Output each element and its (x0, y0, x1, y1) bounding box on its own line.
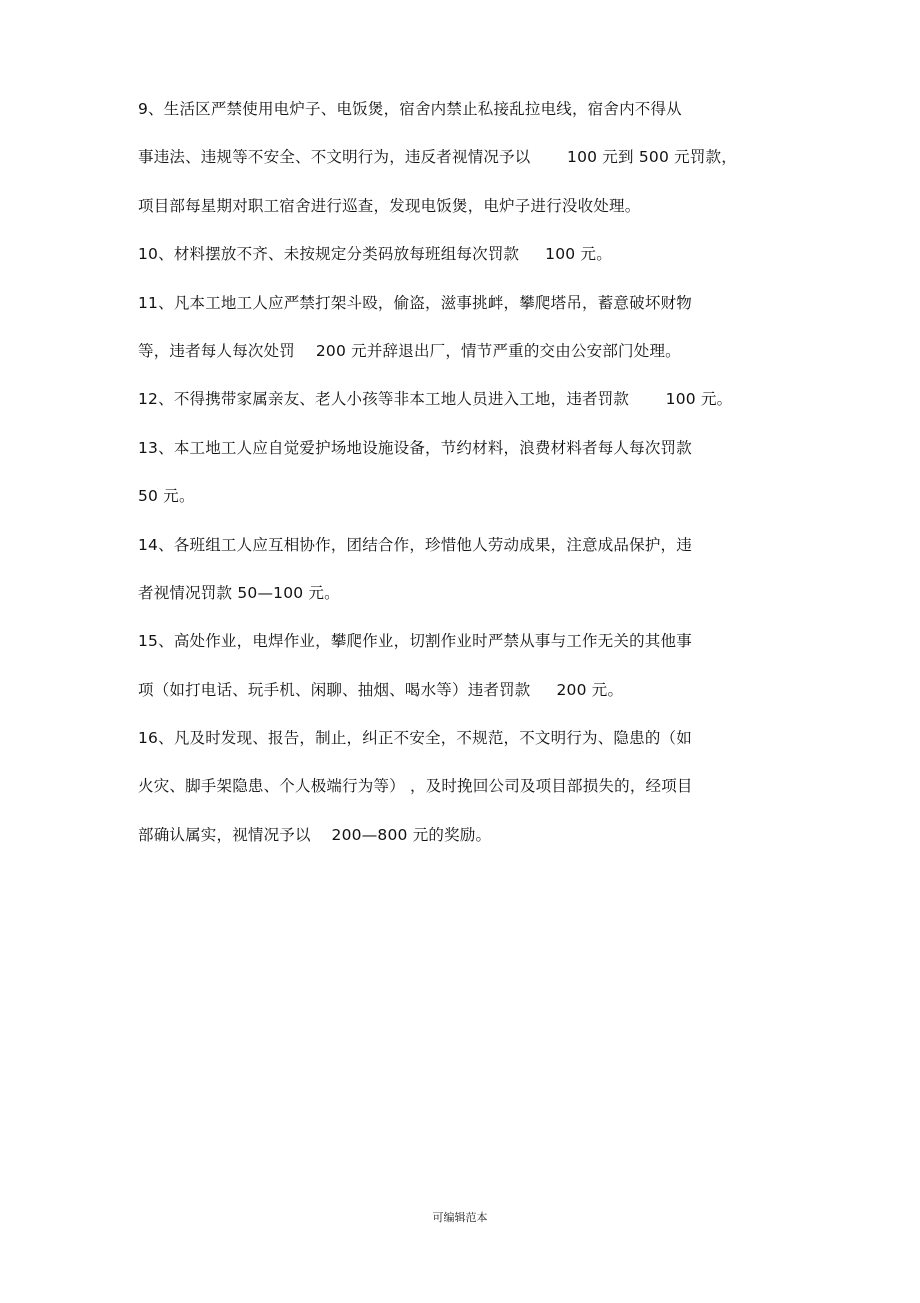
text-line: 11、凡本工地工人应严禁打架斗殴，偷盗，滋事挑衅，攀爬塔吊，蓄意破坏财物 (138, 293, 692, 312)
text-line: 项（如打电话、玩手机、闲聊、抽烟、喝水等）违者罚款 200 元。 (138, 680, 624, 699)
text-line: 等，违者每人每次处罚 200 元并辞退出厂，情节严重的交由公安部门处理。 (138, 341, 681, 360)
text-line: 10、材料摆放不齐、未按规定分类码放每班组每次罚款 100 元。 (138, 245, 612, 264)
page-footer: 可编辑范本 (432, 1211, 488, 1224)
text-line: 事违法、违规等不安全、不文明行为，违反者视情况予以 100 元到 500 元罚款， (138, 148, 737, 167)
text-line: 12、不得携带家属亲友、老人小孩等非本工地人员进入工地，违者罚款 100 元。 (138, 390, 733, 409)
text-line: 项目部每星期对职工宿舍进行巡查，发现电饭煲，电炉子进行没收处理。 (138, 196, 641, 215)
text-line: 15、高处作业，电焊作业，攀爬作业，切割作业时严禁从事与工作无关的其他事 (138, 632, 692, 651)
text-line: 50 元。 (138, 487, 195, 506)
text-line: 部确认属实，视情况予以 200—800 元的奖励。 (138, 825, 492, 844)
text-line: 火灾、脚手架隐患、个人极端行为等） ，及时挽回公司及项目部损失的，经项目 (138, 777, 693, 796)
text-line: 16、凡及时发现、报告，制止，纠正不安全，不规范，不文明行为、隐患的（如 (138, 729, 692, 748)
regulations-text (138, 94, 798, 868)
text-line: 者视情况罚款 50—100 元。 (138, 583, 340, 602)
text-line: 9、生活区严禁使用电炉子、电饭煲，宿舍内禁止私接乱拉电线，宿舍内不得从 (138, 100, 682, 118)
text-line: 14、各班组工人应互相协作，团结合作，珍惜他人劳动成果，注意成品保护，违 (138, 535, 692, 554)
text-line: 13、本工地工人应自觉爱护场地设施设备，节约材料，浪费材料者每人每次罚款 (138, 438, 692, 457)
